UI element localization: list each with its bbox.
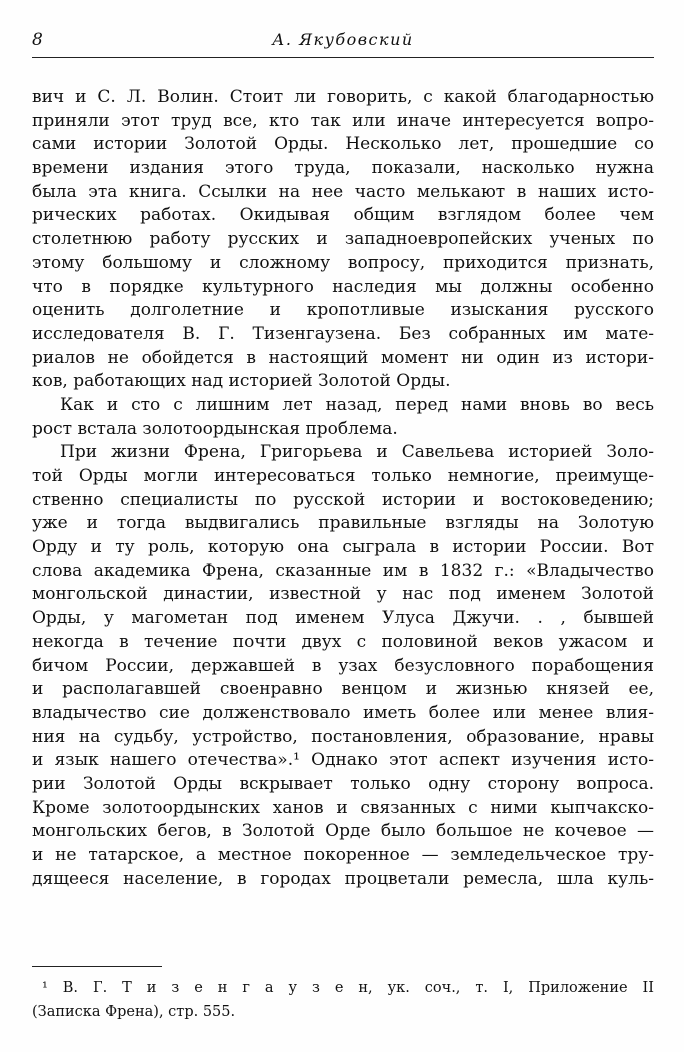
page-header xyxy=(32,30,654,52)
paragraph-2 xyxy=(32,394,654,441)
header-rule xyxy=(32,57,654,58)
text-line: времени издания этого труда, показали, насколько нужна xyxy=(32,158,654,179)
text-line: Орду и ту роль, которую она сыграла в истории России. Вот xyxy=(32,537,654,558)
text-line: монгольской династии, известной у нас под именем Золотой xyxy=(32,584,654,605)
text-line: сами истории Золотой Орды. Несколько лет, прошедшие со xyxy=(32,134,654,155)
footnote-line: (Записка Френа), стр. 555. xyxy=(32,1004,236,1020)
text-line: той Орды могли интересоваться только немногие, преимуще- xyxy=(32,466,654,486)
text-line: столетнюю работу русских и западноевропейских ученых по xyxy=(32,229,654,250)
text-line: слова академика Френа, сказанные им в 1832 г.: «Владычество xyxy=(32,560,654,581)
text-line: уже и тогда выдвигались правильные взгляды на Золотую xyxy=(32,513,654,534)
text-line: бичом России, державшей в узах безусловного порабощения xyxy=(32,655,654,676)
text-line: Орды, у магометан под именем Улуса Джучи. . , бывшей xyxy=(32,608,654,629)
footnote-line: ¹ В. Г. Т и з е н г а у з е н, ук. соч., т. I, Приложение II xyxy=(42,980,654,996)
text-line: исследователя В. Г. Тизенгаузена. Без собранных им мате- xyxy=(32,323,654,344)
text-line: была эта книга. Ссылки на нее часто мелькают в наших исто- xyxy=(32,181,654,202)
text-line: ков, работающих над историей Золотой Орды. xyxy=(32,371,451,392)
text-line: монгольских бегов, в Золотой Орде было большое не кочевое — xyxy=(32,821,654,842)
text-line: рост встала золотоордынская проблема. xyxy=(32,418,398,439)
text-line: риалов не обойдется в настоящий момент ни один из истори- xyxy=(32,347,654,368)
running-head: А. Якубовский xyxy=(272,30,414,49)
text-line: дящееся население, в городах процветали ремесла, шла куль- xyxy=(32,868,654,889)
text-line: что в порядке культурного наследия мы должны особенно xyxy=(32,276,654,297)
text-line: приняли этот труд все, кто так или иначе интересуется вопро- xyxy=(32,110,654,131)
page-number: 8 xyxy=(32,30,43,50)
text-line: При жизни Френа, Григорьева и Савельева историей Золо- xyxy=(60,442,654,463)
text-line: и не татарское, а местное покоренное — земледельческое тру- xyxy=(32,845,654,865)
text-line: рии Золотой Орды вскрывает только одну сторону вопроса. xyxy=(32,773,654,794)
text-line: вич и С. Л. Волин. Стоит ли говорить, с какой благодарностью xyxy=(32,87,654,107)
text-line: и язык нашего отечества».¹ Однако этот аспект изучения исто- xyxy=(32,750,654,771)
paragraph-1 xyxy=(32,86,654,394)
text-line: этому большому и сложному вопросу, приходится признать, xyxy=(32,252,654,273)
footnote-rule xyxy=(32,966,162,967)
footnote xyxy=(32,976,654,1024)
text-line: Как и сто с лишним лет назад, перед нами вновь во весь xyxy=(60,394,654,415)
text-line: Кроме золотоордынских ханов и связанных с ними кыпчакско- xyxy=(32,797,654,818)
text-line: владычество сие долженствовало иметь более или менее влия- xyxy=(32,702,654,723)
text-line: ственно специалисты по русской истории и востоковедению; xyxy=(32,489,654,510)
text-line: некогда в течение почти двух с половиной веков ужасом и xyxy=(32,631,654,652)
text-line: и располагавшей своенравно венцом и жизнью князей ее, xyxy=(32,679,654,700)
paragraph-3 xyxy=(32,441,654,891)
body-text xyxy=(32,86,654,891)
text-line: рических работах. Окидывая общим взглядом более чем xyxy=(32,205,654,226)
text-line: ния на судьбу, устройство, постановления, образование, нравы xyxy=(32,726,654,747)
text-line: оценить долголетние и кропотливые изыскания русского xyxy=(32,300,654,321)
